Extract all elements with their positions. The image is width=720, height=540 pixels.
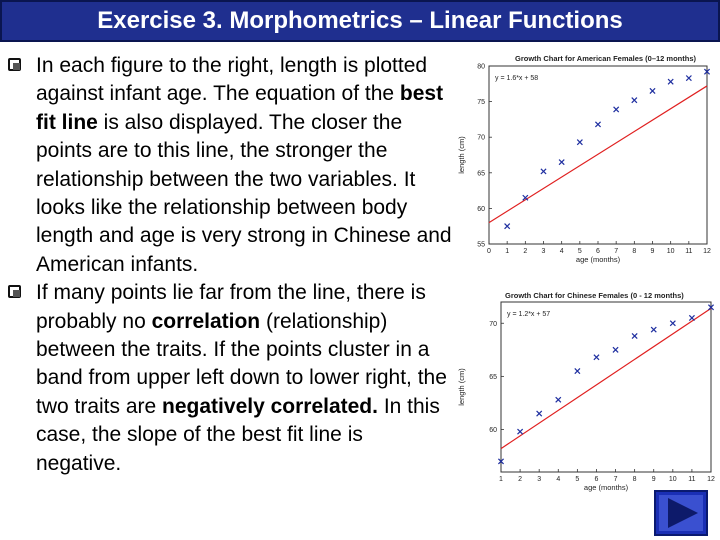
y-tick-label: 65: [477, 170, 485, 178]
y-tick-label: 60: [477, 205, 485, 213]
x-tick-label: 1: [505, 248, 510, 255]
y-tick-label: 75: [477, 99, 485, 107]
x-tick-label: 2: [518, 476, 523, 483]
x-tick-label: 3: [537, 476, 542, 483]
x-tick-label: 10: [668, 476, 677, 483]
x-tick-label: 1: [499, 476, 503, 483]
chart-title: Growth Chart for American Females (0–12 months): [515, 54, 697, 63]
chinese-growth-chart: [455, 286, 717, 500]
x-tick-label: 8: [632, 476, 637, 483]
y-tick-label: 70: [489, 320, 497, 328]
x-tick-label: 7: [613, 476, 618, 483]
plot-frame: [501, 302, 711, 472]
x-tick-label: 5: [577, 248, 582, 255]
chart-title: Growth Chart for Chinese Females (0 - 12 months): [505, 291, 684, 300]
x-tick-label: 4: [559, 248, 564, 255]
bullet-list: [6, 52, 452, 478]
x-tick-label: 7: [614, 248, 619, 255]
bullet-item: [6, 279, 452, 478]
nav-next-button[interactable]: [654, 490, 708, 536]
x-axis-label: age (months): [575, 255, 621, 264]
y-tick-label: 55: [477, 241, 485, 249]
x-tick-label: 3: [541, 248, 546, 255]
fit-equation: y = 1.2*x + 57: [507, 311, 551, 318]
slide-title: Exercise 3. Morphometrics – Linear Functions: [97, 7, 623, 34]
y-axis-label: length (cm): [457, 136, 466, 174]
x-tick-label: 2: [523, 248, 528, 255]
bullet-item: [6, 52, 452, 279]
bullet-text: In each figure to the right, length is plotted against infant age. The equation of the best fit line is also displayed. The closer the points are to this line, the stronger the relationship between the two variables. It looks like the relationship between body length and age is very strong in Chinese and American infants.: [36, 54, 452, 276]
y-tick-label: 70: [477, 134, 485, 142]
x-tick-label: 9: [650, 248, 655, 255]
x-tick-label: 8: [632, 248, 637, 255]
x-tick-label: 5: [575, 476, 580, 483]
y-tick-label: 80: [477, 63, 485, 71]
x-tick-label: 4: [556, 476, 561, 483]
x-axis-label: age (months): [583, 483, 629, 492]
plot-frame: [489, 66, 707, 244]
y-axis-label: length (cm): [457, 368, 466, 406]
y-tick-label: 60: [489, 427, 497, 434]
x-tick-label: 12: [703, 248, 711, 255]
fit-equation: y = 1.6*x + 58: [495, 75, 539, 82]
x-tick-label: 6: [594, 476, 599, 483]
checkbox-bullet-icon: [8, 285, 21, 298]
y-tick-label: 65: [489, 373, 497, 381]
x-tick-label: 11: [685, 248, 693, 255]
x-tick-label: 11: [688, 476, 696, 483]
x-tick-label: 12: [707, 476, 715, 483]
bullet-text: If many points lie far from the line, there is probably no correlation (relationship) between the traits. If the points cluster in a band from upper left down to lower right, the two traits are negatively correlated. In this case, the slope of the best fit line is negative.: [36, 281, 447, 475]
american-growth-chart: [455, 50, 717, 270]
x-tick-label: 0: [487, 248, 491, 255]
x-tick-label: 10: [666, 248, 675, 255]
x-tick-label: 9: [651, 476, 656, 483]
checkbox-bullet-icon: [8, 58, 21, 71]
x-tick-label: 6: [596, 248, 600, 255]
